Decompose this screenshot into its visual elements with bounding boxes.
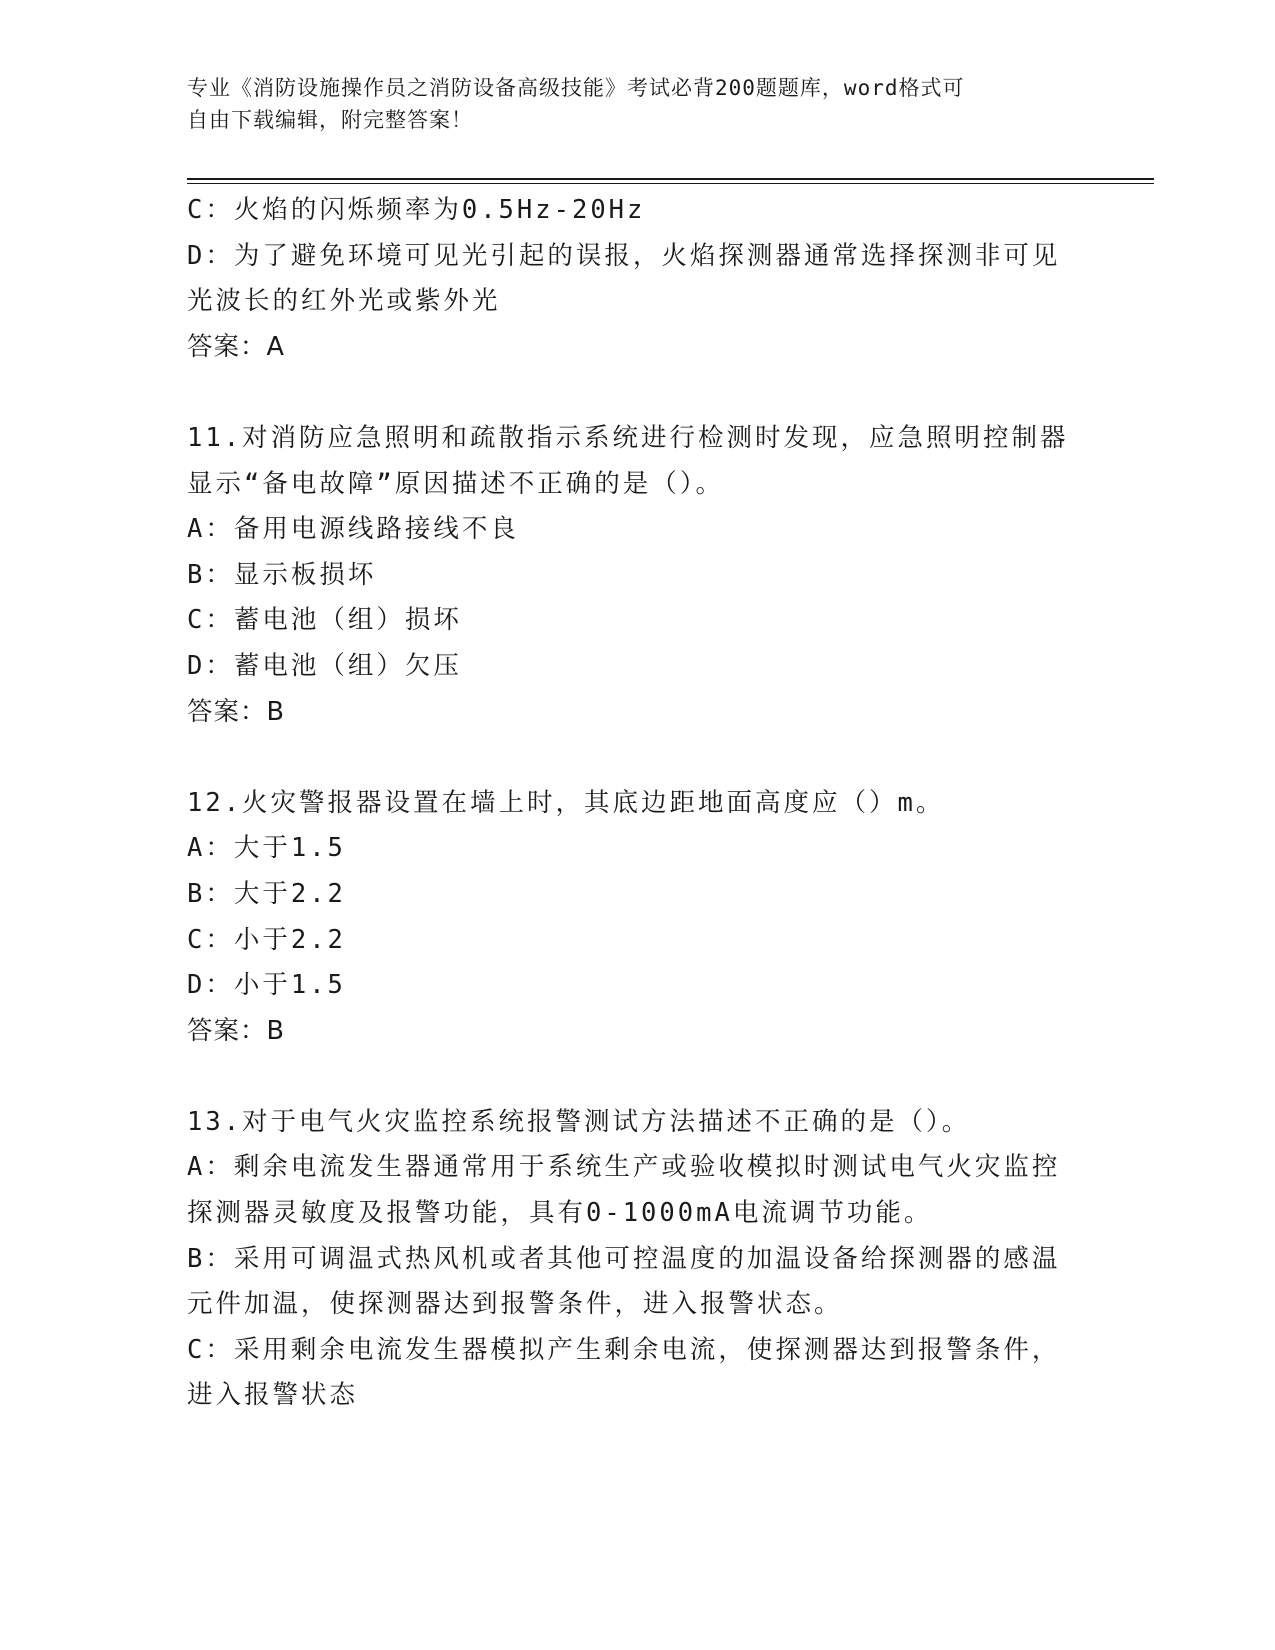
option-b: B：大于2.2: [187, 878, 346, 909]
option-a: A：剩余电流发生器通常用于系统生产或验收模拟时测试电气火灾监控: [187, 1152, 1061, 1183]
option-c-continued: 进入报警状态: [187, 1380, 359, 1411]
answer: 答案：B: [187, 696, 285, 727]
question-11: [187, 416, 1087, 735]
option-b-continued: 元件加温，使探测器达到报警条件，进入报警状态。: [187, 1289, 843, 1320]
option-c: C：火焰的闪烁频率为0.5Hz-20Hz: [187, 195, 646, 225]
question-stem: 12.火灾警报器设置在墙上时，其底边距地面高度应（）m。: [187, 787, 945, 818]
question-stem-continued: 显示“备电故障”原因描述不正确的是（）。: [187, 468, 724, 499]
question-10-tail: [187, 188, 1087, 370]
header-divider-thick: [187, 178, 1154, 180]
answer: 答案：A: [187, 331, 285, 362]
option-d-continued: 光波长的红外光或紫外光: [187, 286, 501, 317]
question-list: [187, 188, 1087, 1419]
header-line-2: 自由下载编辑，附完整答案！: [187, 108, 473, 132]
option-b: B：采用可调温式热风机或者其他可控温度的加温设备给探测器的感温: [187, 1243, 1061, 1274]
question-13: [187, 1100, 1087, 1419]
option-c: C：采用剩余电流发生器模拟产生剩余电流，使探测器达到报警条件，: [187, 1334, 1061, 1365]
option-c: C：蓄电池（组）损坏: [187, 605, 462, 636]
option-b: B：显示板损坏: [187, 559, 377, 590]
option-c: C：小于2.2: [187, 924, 346, 955]
document-header: [187, 72, 1067, 136]
option-d: D：蓄电池（组）欠压: [187, 650, 462, 681]
header-line-1: 专业《消防设施操作员之消防设备高级技能》考试必背200题题库，word格式可: [187, 76, 965, 100]
question-stem: 13.对于电气火灾监控系统报警测试方法描述不正确的是（）。: [187, 1106, 971, 1137]
option-d: D：小于1.5: [187, 970, 346, 1001]
option-a-continued: 探测器灵敏度及报警功能，具有0-1000mA电流调节功能。: [187, 1198, 933, 1229]
spacer: [187, 735, 1087, 781]
option-a: A：备用电源线路接线不良: [187, 514, 519, 545]
answer: 答案：B: [187, 1015, 285, 1046]
option-a: A：大于1.5: [187, 833, 346, 864]
spacer: [187, 1054, 1087, 1100]
option-d: D：为了避免环境可见光引起的误报，火焰探测器通常选择探测非可见: [187, 240, 1061, 271]
spacer: [187, 370, 1087, 416]
question-stem: 11.对消防应急照明和疏散指示系统进行检测时发现，应急照明控制器: [187, 422, 1069, 453]
header-divider-thin: [187, 183, 1154, 184]
question-12: [187, 781, 1087, 1055]
